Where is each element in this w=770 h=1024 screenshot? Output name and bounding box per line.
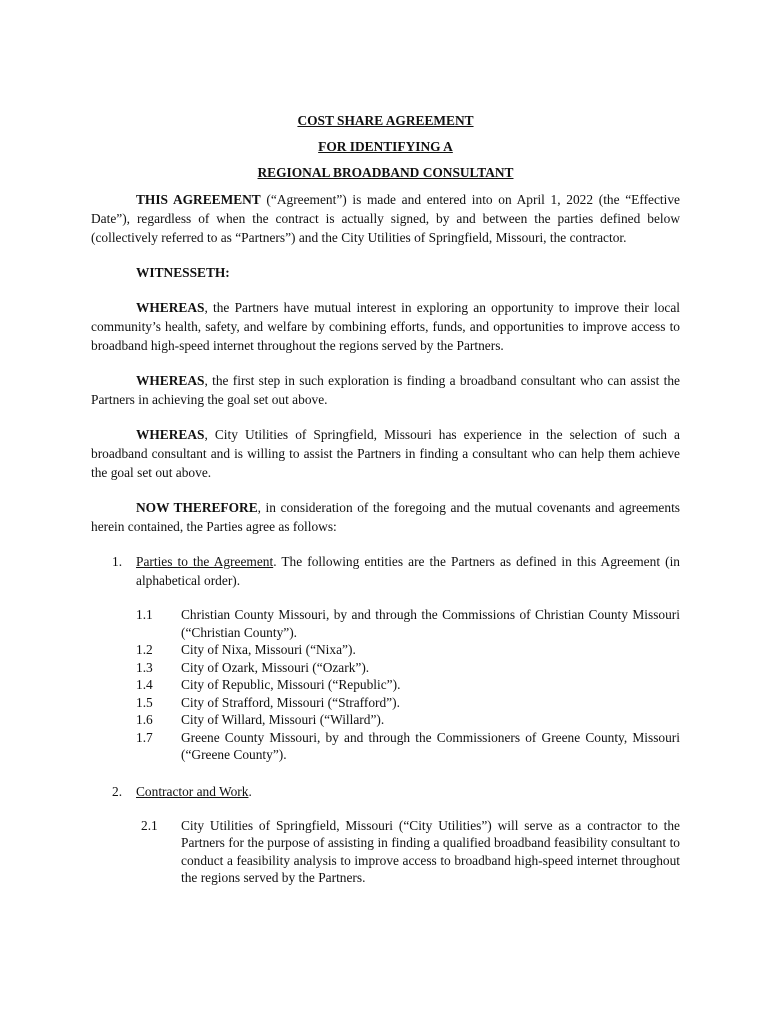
list-item bbox=[91, 711, 680, 729]
document-subtitle-1: FOR IDENTIFYING A bbox=[318, 139, 453, 154]
section-text: . bbox=[248, 783, 252, 799]
item-number: 1.3 bbox=[136, 659, 153, 675]
section-heading: Parties to the Agreement bbox=[136, 554, 274, 569]
intro-text: (“Agreement”) is made and entered into on April 1, 2022 (the “Effective Date”), regardless of when the contract is actually signed, by and between the parties defined below (collectively referred to as “Partners”) and the City Utilities of Springfield, Missouri, the contractor. bbox=[91, 192, 680, 245]
item-number: 1.4 bbox=[136, 677, 153, 692]
item-number: 1.1 bbox=[136, 607, 153, 622]
item-number: 1.5 bbox=[136, 694, 153, 710]
whereas-text: , the first step in such exploration is finding a broadband consultant who can assist the Partners in achieving the goal set out above. bbox=[91, 373, 680, 407]
list-item bbox=[91, 694, 680, 712]
section-number: 2. bbox=[112, 783, 123, 799]
whereas-paragraph-1 bbox=[91, 298, 680, 355]
section-number: 1. bbox=[112, 554, 123, 569]
item-number: 1.2 bbox=[136, 642, 153, 657]
intro-paragraph bbox=[91, 190, 680, 247]
now-therefore-paragraph bbox=[91, 498, 680, 536]
witnesseth-heading: WITNESSETH: bbox=[136, 265, 230, 280]
list-item bbox=[91, 729, 680, 764]
section-2 bbox=[91, 782, 680, 801]
item-text: City of Republic, Missouri (“Republic”). bbox=[181, 677, 401, 692]
section-1 bbox=[91, 552, 680, 590]
item-text: City of Ozark, Missouri (“Ozark”). bbox=[181, 659, 370, 675]
item-text: City of Nixa, Missouri (“Nixa”). bbox=[181, 642, 356, 657]
whereas-text: , City Utilities of Springfield, Missouri has experience in the selection of such a broadband consultant and is willing to assist the Partners in finding a consultant who can help them achieve the goal set out above. bbox=[91, 427, 680, 480]
document-subtitle-2: REGIONAL BROADBAND CONSULTANT bbox=[257, 165, 514, 180]
item-number: 2.1 bbox=[141, 817, 158, 833]
section-1-list bbox=[91, 606, 680, 764]
list-item bbox=[91, 606, 680, 641]
section-2-list bbox=[91, 817, 680, 887]
item-text: City Utilities of Springfield, Missouri (“City Utilities”) will serve as a contractor to the Partners for the purpose of assisting in finding a qualified broadband feasibility consultant to conduct a feasibility analysis to improve access to broadband high-speed internet throughout the regions served by the Partners. bbox=[181, 817, 680, 885]
list-item bbox=[91, 676, 680, 694]
intro-lead: THIS AGREEMENT bbox=[136, 192, 261, 207]
list-item bbox=[91, 641, 680, 659]
whereas-lead: WHEREAS bbox=[136, 373, 205, 388]
section-heading: Contractor and Work bbox=[136, 783, 249, 799]
list-item bbox=[91, 817, 680, 887]
item-text: Greene County Missouri, by and through the Commissioners of Greene County, Missouri (“Greene County”). bbox=[181, 729, 680, 762]
document-title: COST SHARE AGREEMENT bbox=[297, 113, 474, 128]
item-text: Christian County Missouri, by and through the Commissions of Christian County Missouri (“Christian County”). bbox=[181, 607, 680, 640]
now-therefore-text: , in consideration of the foregoing and the mutual covenants and agreements herein contained, the Parties agree as follows: bbox=[91, 500, 681, 534]
item-number: 1.6 bbox=[136, 712, 153, 727]
item-text: City of Strafford, Missouri (“Strafford”). bbox=[181, 694, 400, 710]
whereas-text: , the Partners have mutual interest in exploring an opportunity to improve their local community’s health, safety, and welfare by combining efforts, funds, and opportunities to improve access to broadband high-speed internet throughout the regions served by the Partners. bbox=[91, 300, 680, 353]
whereas-lead: WHEREAS bbox=[136, 300, 205, 315]
now-therefore-lead: NOW THEREFORE bbox=[136, 500, 258, 515]
item-text: City of Willard, Missouri (“Willard”). bbox=[181, 712, 385, 727]
list-item bbox=[91, 659, 680, 677]
document-page bbox=[91, 112, 680, 887]
section-text: . The following entities are the Partners as defined in this Agreement (in alphabetical order). bbox=[136, 554, 680, 588]
whereas-paragraph-2 bbox=[91, 371, 680, 409]
whereas-lead: WHEREAS bbox=[136, 427, 205, 442]
item-number: 1.7 bbox=[136, 729, 153, 745]
whereas-paragraph-3 bbox=[91, 425, 680, 482]
